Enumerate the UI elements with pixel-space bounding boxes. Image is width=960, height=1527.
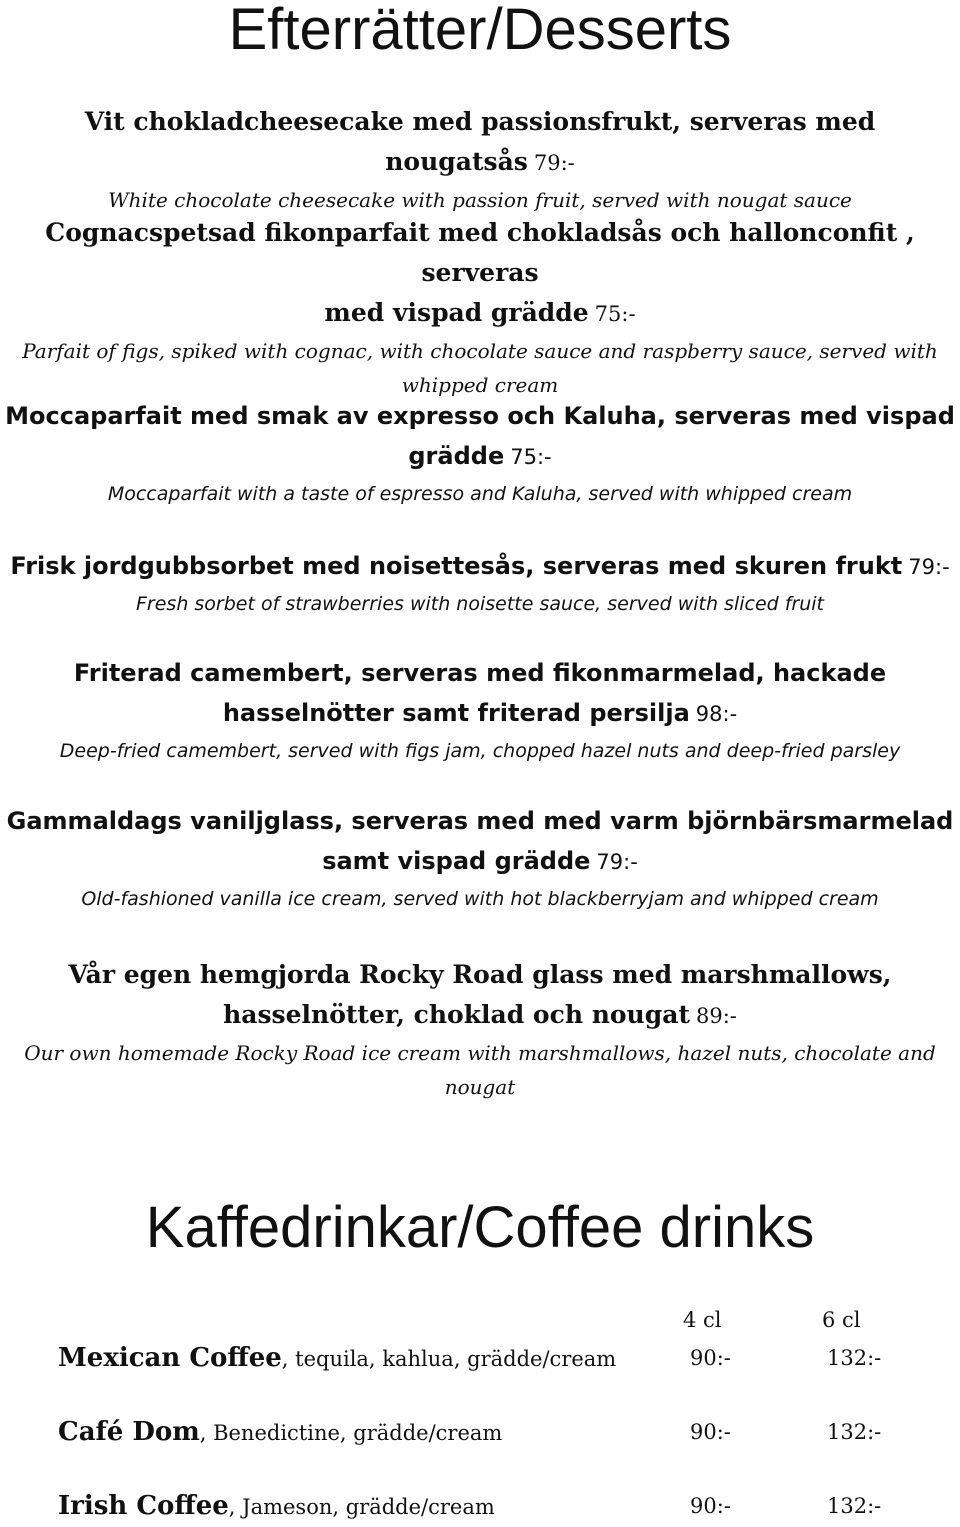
dessert-name-sv: Frisk jordgubbsorbet med noisettesås, serveras med skuren frukt 79:- (10, 552, 950, 580)
dessert-name-en: Old-fashioned vanilla ice cream, served with hot blackberryjam and whipped cream (81, 888, 879, 910)
dessert-item (0, 955, 960, 1104)
dessert-name-sv: Moccaparfait med smak av expresso och Kaluha, serveras med vispad (5, 402, 955, 430)
dessert-name-en: Our own homemade Rocky Road ice cream with marshmallows, hazel nuts, chocolate and (24, 1041, 936, 1065)
coffee-price-4cl: 90:- (690, 1494, 731, 1518)
dessert-name-sv: Gammaldags vaniljglass, serveras med med varm björnbärsmarmelad (6, 807, 954, 835)
dessert-name-sv: samt vispad grädde 79:- (322, 847, 638, 875)
coffee-price-6cl: 132:- (827, 1420, 882, 1444)
coffee-price-6cl: 132:- (827, 1346, 882, 1370)
dessert-price: 79:- (533, 151, 575, 175)
dessert-price: 98:- (695, 702, 738, 726)
dessert-price: 79:- (596, 850, 638, 874)
column-header-4cl: 4 cl (683, 1308, 722, 1332)
dessert-item (0, 102, 960, 217)
coffee-description: , tequila, kahlua, grädde/cream (281, 1347, 617, 1371)
dessert-name-en: Parfait of figs, spiked with cognac, with chocolate sauce and raspberry sauce, served with (22, 339, 938, 363)
dessert-name-sv: hasselnötter, choklad och nougat 89:- (223, 1000, 737, 1029)
dessert-price: 79:- (908, 555, 950, 579)
coffee-row (58, 1412, 938, 1452)
desserts-title: Efterrätter/Desserts (228, 0, 732, 62)
dessert-name-en: Moccaparfait with a taste of espresso and Kaluha, served with whipped cream (107, 483, 853, 505)
dessert-item (0, 801, 960, 916)
coffee-row (58, 1338, 938, 1378)
dessert-name-sv: grädde 75:- (408, 442, 552, 470)
coffee-price-6cl: 132:- (827, 1494, 882, 1518)
dessert-name-sv: Friterad camembert, serveras med fikonmarmelad, hackade (73, 659, 887, 687)
dessert-name-sv: hasselnötter samt friterad persilja 98:- (222, 699, 738, 727)
dessert-name-en: whipped cream (401, 373, 559, 397)
dessert-item (0, 213, 960, 402)
coffee-title: Kaffedrinkar/Coffee drinks (145, 1195, 815, 1260)
coffee-name: Mexican Coffee (58, 1343, 282, 1373)
dessert-name-en: Fresh sorbet of strawberries with noisette sauce, served with sliced fruit (135, 593, 825, 615)
dessert-price: 75:- (594, 302, 636, 326)
dessert-name-sv: med vispad grädde 75:- (324, 298, 636, 327)
coffee-price-4cl: 90:- (690, 1346, 731, 1370)
dessert-name-sv: Cognacspetsad fikonparfait med chokladsås och hallonconfit , serveras (45, 218, 915, 287)
coffee-description: , Benedictine, grädde/cream (199, 1421, 503, 1445)
column-header-6cl: 6 cl (822, 1308, 861, 1332)
dessert-price: 75:- (510, 445, 552, 469)
coffee-price-4cl: 90:- (690, 1420, 731, 1444)
dessert-name-en: White chocolate cheesecake with passion fruit, served with nougat sauce (108, 188, 852, 212)
dessert-name-en: nougat (444, 1075, 516, 1099)
dessert-name-sv: Vit chokladcheesecake med passionsfrukt, serveras med nougatsås 79:- (84, 107, 876, 176)
dessert-item (0, 396, 960, 511)
dessert-price: 89:- (695, 1004, 737, 1028)
dessert-name-sv: Vår egen hemgjorda Rocky Road glass med marshmallows, (68, 960, 892, 989)
dessert-name-en: Deep-fried camembert, served with figs jam, chopped hazel nuts and deep-fried parsley (59, 740, 901, 762)
coffee-name: Irish Coffee (58, 1491, 229, 1521)
dessert-item (0, 653, 960, 768)
coffee-row (58, 1486, 938, 1526)
coffee-name: Café Dom (58, 1417, 200, 1447)
coffee-description: , Jameson, grädde/cream (228, 1495, 495, 1519)
dessert-item (0, 546, 960, 621)
